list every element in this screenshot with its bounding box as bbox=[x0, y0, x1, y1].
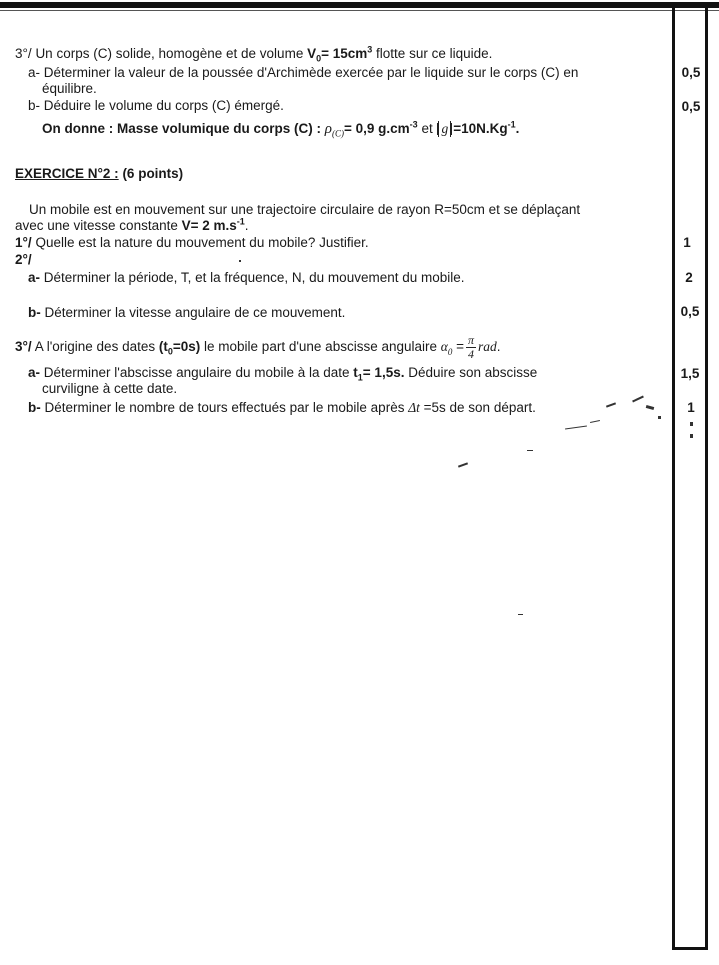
subquestion-text: Déterminer la valeur de la poussée d'Archimède exercée par le liquide sur le corps (C) en bbox=[43, 65, 579, 80]
ex2-q3-statement bbox=[15, 334, 501, 361]
points-ex1-q3a: 0,5 bbox=[681, 65, 701, 80]
exercise2-points-note: (6 points) bbox=[122, 166, 184, 181]
equals-sign: = bbox=[456, 339, 465, 355]
scan-speck bbox=[606, 402, 616, 407]
scan-speck bbox=[458, 462, 468, 467]
period: . bbox=[515, 121, 520, 136]
period: . bbox=[496, 339, 501, 355]
subquestion-label: a- bbox=[28, 65, 41, 80]
points-ex2-q3a: 1,5 bbox=[680, 366, 700, 381]
ex2-q2-number: 2°/ bbox=[15, 252, 32, 267]
subquestion-text-end: Déduire son abscisse bbox=[404, 365, 538, 380]
scan-speck bbox=[565, 425, 587, 429]
fraction-denominator: 4 bbox=[468, 347, 475, 361]
pi-over-4-fraction bbox=[466, 334, 476, 361]
question-text: A l'origine des dates bbox=[34, 339, 159, 355]
ex1-given-data bbox=[42, 121, 519, 137]
volume-exponent: 3 bbox=[367, 44, 373, 55]
ex2-q3b bbox=[28, 400, 536, 416]
alpha-symbol: α bbox=[440, 339, 448, 355]
points-ex2-q2b: 0,5 bbox=[680, 304, 700, 319]
ex2-intro-line1: Un mobile est en mouvement sur une trajectoire circulaire de rayon R=50cm et se déplaçant bbox=[29, 202, 581, 217]
subquestion-text: Déterminer la période, T, et la fréquence, N, du mouvement du mobile. bbox=[43, 270, 465, 285]
ex1-q3b bbox=[28, 98, 284, 114]
ex2-q3a-line1 bbox=[28, 365, 537, 381]
volume-subscript: 0 bbox=[316, 53, 322, 64]
ex2-q1 bbox=[15, 235, 369, 251]
ex2-q2a bbox=[28, 270, 465, 286]
volume-value: = 15cm bbox=[321, 46, 368, 61]
question-number: 3°/ bbox=[15, 46, 32, 61]
points-column-bottom-border bbox=[672, 947, 708, 950]
subquestion-text-end: =5s de son départ. bbox=[419, 400, 536, 415]
subquestion-label: b- bbox=[28, 400, 41, 415]
exercise2-title: EXERCICE N°2 : bbox=[15, 166, 119, 181]
points-ex2-q3b: 1 bbox=[687, 400, 695, 415]
scan-speck bbox=[658, 416, 661, 419]
exercise2-heading bbox=[15, 166, 183, 182]
ex1-q3a-line2: équilibre. bbox=[42, 81, 97, 96]
ex2-q3a-line2: curviligne à cette date. bbox=[42, 381, 178, 396]
scan-speck bbox=[527, 450, 533, 451]
scan-speck bbox=[690, 434, 693, 438]
fraction-numerator: π bbox=[468, 333, 475, 347]
question-text-end: le mobile part d'une abscisse angulaire bbox=[200, 339, 437, 355]
scan-speck bbox=[690, 422, 693, 426]
intro-end: . bbox=[244, 218, 249, 233]
ex1-q3-statement bbox=[15, 46, 492, 62]
points-column-right-border bbox=[705, 8, 708, 950]
subquestion-label: b- bbox=[28, 98, 41, 113]
intro-text: avec une vitesse constante bbox=[15, 218, 182, 233]
scan-speck bbox=[518, 614, 523, 615]
top-border-subrule bbox=[0, 10, 719, 11]
alpha-subscript: 0 bbox=[447, 346, 453, 357]
question-number: 3°/ bbox=[15, 339, 32, 355]
and-word: et bbox=[421, 121, 433, 136]
gravity-value: =10N.Kg bbox=[453, 121, 508, 136]
speed-value: V= 2 m.s bbox=[181, 218, 237, 233]
statement-text: Un corps (C) solide, homogène et de volume bbox=[35, 46, 308, 61]
angle-unit: rad bbox=[478, 339, 497, 355]
gravity-norm-symbol: g bbox=[438, 121, 451, 137]
question-text: Quelle est la nature du mouvement du mobile? Justifier. bbox=[35, 235, 369, 250]
subquestion-text: Déterminer le nombre de tours effectués par le mobile après bbox=[44, 400, 409, 415]
points-ex2-q2a: 2 bbox=[685, 270, 693, 285]
delta-t-symbol: Δt bbox=[408, 400, 420, 415]
t1-value: = 1,5s. bbox=[362, 365, 405, 380]
scan-speck bbox=[590, 420, 600, 423]
t1-subscript: 1 bbox=[357, 372, 363, 383]
gravity-exponent: -1 bbox=[507, 119, 516, 130]
points-ex2-q1: 1 bbox=[683, 235, 691, 250]
subquestion-text: Déterminer l'abscisse angulaire du mobile à la date bbox=[43, 365, 354, 380]
subquestion-label: a- bbox=[28, 270, 41, 285]
t1-symbol: t bbox=[353, 365, 358, 380]
speed-exponent: -1 bbox=[236, 216, 245, 227]
rho-value: = 0,9 g.cm bbox=[344, 121, 410, 136]
volume-symbol: V bbox=[307, 46, 317, 61]
given-prefix: On donne : Masse volumique du corps (C) : bbox=[42, 121, 322, 136]
t0-value: =0s) bbox=[172, 339, 201, 355]
scan-speck bbox=[646, 405, 655, 410]
subquestion-label: a- bbox=[28, 365, 41, 380]
rho-symbol: ρ bbox=[324, 121, 332, 137]
subquestion-label: b- bbox=[28, 305, 41, 320]
ex1-q3a-line1 bbox=[28, 65, 578, 81]
ex2-q2b bbox=[28, 305, 345, 321]
points-column-left-border bbox=[672, 8, 675, 950]
subquestion-text: Déterminer la vitesse angulaire de ce mouvement. bbox=[44, 305, 346, 320]
statement-text-end: flotte sur ce liquide. bbox=[372, 46, 493, 61]
rho-subscript: (C) bbox=[332, 128, 344, 139]
subquestion-text: Déduire le volume du corps (C) émergé. bbox=[43, 98, 284, 113]
top-border-rule bbox=[0, 2, 719, 8]
scan-speck bbox=[239, 260, 241, 262]
rho-exponent: -3 bbox=[409, 119, 418, 130]
ex2-intro-line2 bbox=[15, 218, 249, 234]
question-number: 1°/ bbox=[15, 235, 32, 250]
scan-speck bbox=[632, 396, 644, 403]
points-ex1-q3b: 0,5 bbox=[681, 99, 701, 114]
t0-subscript: 0 bbox=[167, 346, 173, 357]
t0-symbol: (t bbox=[158, 339, 168, 355]
